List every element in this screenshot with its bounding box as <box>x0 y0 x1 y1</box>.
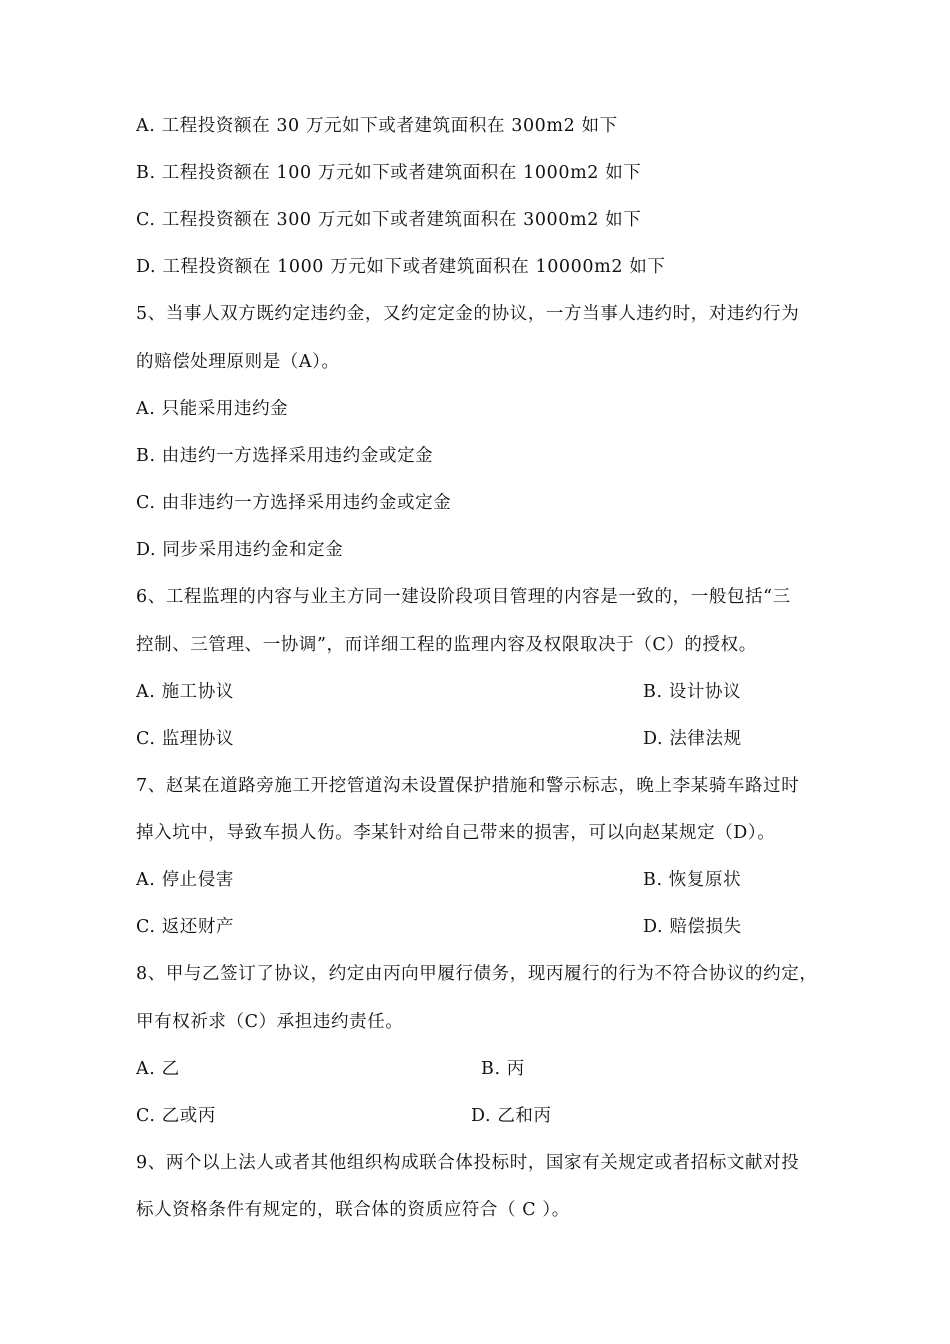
option-c: C. 返还财产 <box>136 917 235 937</box>
option-a: A. 停止侵害 <box>136 870 234 890</box>
question-stem: 5、当事人双方既约定违约金，又约定定金的协议，一方当事人违约时，对违约行为 <box>136 304 800 324</box>
question-stem: 8、甲与乙签订了协议，约定由丙向甲履行债务，现丙履行的行为不符合协议的约定， <box>136 964 818 984</box>
option-d: D. 同步采用违约金和定金 <box>136 540 344 560</box>
option-a: A. 只能采用违约金 <box>136 399 289 419</box>
option-a: A. 乙 <box>136 1059 180 1079</box>
option-a: A. 工程投资额在 30 万元如下或者建筑面积在 300m2 如下 <box>136 116 618 136</box>
question-stem: 6、工程监理的内容与业主方同一建设阶段项目管理的内容是一致的，一般包括“三 <box>136 587 791 607</box>
option-b: B. 由违约一方选择采用违约金或定金 <box>136 446 434 466</box>
option-b: B. 设计协议 <box>643 682 742 702</box>
option-c: C. 乙或丙 <box>136 1106 216 1126</box>
question-stem: 9、两个以上法人或者其他组织构成联合体投标时，国家有关规定或者招标文献对投 <box>136 1153 800 1173</box>
option-b: B. 恢复原状 <box>643 870 742 890</box>
question-stem: 的赔偿处理原则是（A）。 <box>136 352 340 372</box>
question-stem: 控制、三管理、一协调”，而详细工程的监理内容及权限取决于（C）的授权。 <box>136 635 757 655</box>
option-d: D. 工程投资额在 1000 万元如下或者建筑面积在 10000m2 如下 <box>136 257 666 277</box>
option-c: C. 监理协议 <box>136 729 235 749</box>
option-b: B. 丙 <box>481 1059 525 1079</box>
option-d: D. 法律法规 <box>643 729 742 749</box>
option-b: B. 工程投资额在 100 万元如下或者建筑面积在 1000m2 如下 <box>136 163 642 183</box>
option-d: D. 赔偿损失 <box>643 917 742 937</box>
question-stem: 标人资格条件有规定的，联合体的资质应符合（ C ）。 <box>136 1200 570 1220</box>
question-stem: 7、赵某在道路旁施工开挖管道沟未设置保护措施和警示标志，晚上李某骑车路过时 <box>136 776 800 796</box>
question-stem: 掉入坑中，导致车损人伤。李某针对给自己带来的损害，可以向赵某规定（D）。 <box>136 823 776 843</box>
option-d: D. 乙和丙 <box>471 1106 552 1126</box>
option-a: A. 施工协议 <box>136 682 234 702</box>
option-c: C. 工程投资额在 300 万元如下或者建筑面积在 3000m2 如下 <box>136 210 642 230</box>
question-stem: 甲有权祈求（C）承担违约责任。 <box>136 1012 404 1032</box>
option-c: C. 由非违约一方选择采用违约金或定金 <box>136 493 452 513</box>
